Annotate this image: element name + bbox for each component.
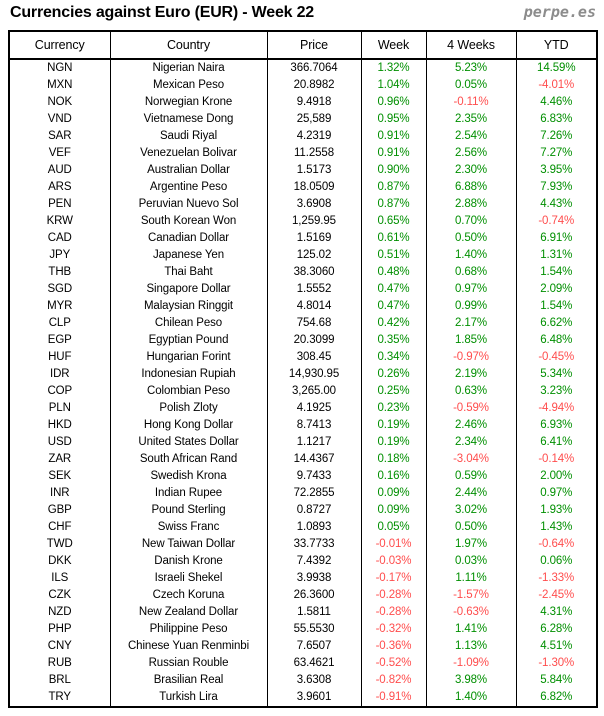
week-change-cell: -0.01% [361, 536, 426, 553]
country-cell: Polish Zloty [110, 400, 267, 417]
currency-code-cell: TWD [9, 536, 110, 553]
ytd-change-cell: 1.93% [516, 502, 597, 519]
price-cell: 3.6308 [267, 672, 361, 689]
table-row [9, 366, 597, 383]
currency-code-cell: COP [9, 383, 110, 400]
ytd-change-cell: 0.06% [516, 553, 597, 570]
price-cell: 3.9938 [267, 570, 361, 587]
country-cell: Chinese Yuan Renminbi [110, 638, 267, 655]
price-cell: 14,930.95 [267, 366, 361, 383]
column-header-currency: Currency [9, 31, 110, 59]
currency-code-cell: CAD [9, 230, 110, 247]
table-row [9, 111, 597, 128]
currency-code-cell: USD [9, 434, 110, 451]
table-row [9, 281, 597, 298]
week-change-cell: -0.91% [361, 689, 426, 707]
four-weeks-change-cell: 1.41% [426, 621, 516, 638]
country-cell: Russian Rouble [110, 655, 267, 672]
week-change-cell: 0.09% [361, 502, 426, 519]
column-header-4-weeks: 4 Weeks [426, 31, 516, 59]
four-weeks-change-cell: 2.56% [426, 145, 516, 162]
currency-code-cell: DKK [9, 553, 110, 570]
table-header [9, 31, 597, 59]
table-row [9, 468, 597, 485]
ytd-change-cell: -0.45% [516, 349, 597, 366]
four-weeks-change-cell: 2.54% [426, 128, 516, 145]
week-change-cell: 0.47% [361, 298, 426, 315]
country-cell: South African Rand [110, 451, 267, 468]
ytd-change-cell: 6.83% [516, 111, 597, 128]
country-cell: Czech Koruna [110, 587, 267, 604]
table-row [9, 502, 597, 519]
country-cell: Swedish Krona [110, 468, 267, 485]
price-cell: 14.4367 [267, 451, 361, 468]
ytd-change-cell: 4.51% [516, 638, 597, 655]
table-row [9, 536, 597, 553]
price-cell: 1.0893 [267, 519, 361, 536]
currency-code-cell: THB [9, 264, 110, 281]
table-row [9, 230, 597, 247]
currency-code-cell: RUB [9, 655, 110, 672]
currency-code-cell: NZD [9, 604, 110, 621]
four-weeks-change-cell: 0.97% [426, 281, 516, 298]
week-change-cell: 0.90% [361, 162, 426, 179]
week-change-cell: 0.23% [361, 400, 426, 417]
four-weeks-change-cell: 0.70% [426, 213, 516, 230]
week-change-cell: 0.91% [361, 128, 426, 145]
four-weeks-change-cell: 2.46% [426, 417, 516, 434]
week-change-cell: 0.48% [361, 264, 426, 281]
currency-code-cell: PEN [9, 196, 110, 213]
price-cell: 26.3600 [267, 587, 361, 604]
four-weeks-change-cell: -0.63% [426, 604, 516, 621]
ytd-change-cell: -0.64% [516, 536, 597, 553]
week-change-cell: 0.42% [361, 315, 426, 332]
country-cell: Malaysian Ringgit [110, 298, 267, 315]
four-weeks-change-cell: 2.44% [426, 485, 516, 502]
country-cell: United States Dollar [110, 434, 267, 451]
currency-code-cell: HUF [9, 349, 110, 366]
four-weeks-change-cell: 0.99% [426, 298, 516, 315]
ytd-change-cell: -4.01% [516, 77, 597, 94]
price-cell: 55.5530 [267, 621, 361, 638]
ytd-change-cell: -1.33% [516, 570, 597, 587]
currency-code-cell: HKD [9, 417, 110, 434]
four-weeks-change-cell: 3.02% [426, 502, 516, 519]
table-row [9, 519, 597, 536]
table-row [9, 485, 597, 502]
ytd-change-cell: -1.30% [516, 655, 597, 672]
country-cell: Venezuelan Bolivar [110, 145, 267, 162]
ytd-change-cell: 1.31% [516, 247, 597, 264]
currency-code-cell: BRL [9, 672, 110, 689]
currency-code-cell: EGP [9, 332, 110, 349]
currency-code-cell: TRY [9, 689, 110, 707]
four-weeks-change-cell: 0.59% [426, 468, 516, 485]
price-cell: 63.4621 [267, 655, 361, 672]
country-cell: Hungarian Forint [110, 349, 267, 366]
ytd-change-cell: 4.43% [516, 196, 597, 213]
table-row [9, 77, 597, 94]
currency-code-cell: SEK [9, 468, 110, 485]
column-header-country: Country [110, 31, 267, 59]
four-weeks-change-cell: -0.97% [426, 349, 516, 366]
currency-code-cell: PHP [9, 621, 110, 638]
price-cell: 72.2855 [267, 485, 361, 502]
week-change-cell: -0.17% [361, 570, 426, 587]
country-cell: Danish Krone [110, 553, 267, 570]
table-row [9, 128, 597, 145]
ytd-change-cell: 6.93% [516, 417, 597, 434]
week-change-cell: 0.47% [361, 281, 426, 298]
country-cell: Saudi Riyal [110, 128, 267, 145]
four-weeks-change-cell: 5.23% [426, 59, 516, 77]
currency-code-cell: MXN [9, 77, 110, 94]
ytd-change-cell: 7.93% [516, 179, 597, 196]
price-cell: 1.5811 [267, 604, 361, 621]
country-cell: Israeli Shekel [110, 570, 267, 587]
ytd-change-cell: 5.34% [516, 366, 597, 383]
four-weeks-change-cell: -1.57% [426, 587, 516, 604]
week-change-cell: 0.96% [361, 94, 426, 111]
table-row [9, 264, 597, 281]
ytd-change-cell: -4.94% [516, 400, 597, 417]
ytd-change-cell: 14.59% [516, 59, 597, 77]
four-weeks-change-cell: 1.13% [426, 638, 516, 655]
ytd-change-cell: 6.82% [516, 689, 597, 707]
country-cell: Peruvian Nuevo Sol [110, 196, 267, 213]
week-change-cell: 1.04% [361, 77, 426, 94]
ytd-change-cell: 6.91% [516, 230, 597, 247]
table-row [9, 298, 597, 315]
four-weeks-change-cell: 1.11% [426, 570, 516, 587]
week-change-cell: -0.32% [361, 621, 426, 638]
currency-code-cell: PLN [9, 400, 110, 417]
four-weeks-change-cell: 0.50% [426, 519, 516, 536]
four-weeks-change-cell: 2.17% [426, 315, 516, 332]
week-change-cell: 0.05% [361, 519, 426, 536]
table-row [9, 672, 597, 689]
week-change-cell: 0.19% [361, 434, 426, 451]
currency-code-cell: AUD [9, 162, 110, 179]
table-row [9, 247, 597, 264]
ytd-change-cell: -0.74% [516, 213, 597, 230]
column-header-week: Week [361, 31, 426, 59]
four-weeks-change-cell: 0.68% [426, 264, 516, 281]
titlebar [10, 3, 596, 22]
week-change-cell: 0.95% [361, 111, 426, 128]
currency-code-cell: CZK [9, 587, 110, 604]
price-cell: 18.0509 [267, 179, 361, 196]
table-header-row [9, 31, 597, 59]
country-cell: Egyptian Pound [110, 332, 267, 349]
country-cell: Swiss Franc [110, 519, 267, 536]
four-weeks-change-cell: 0.03% [426, 553, 516, 570]
ytd-change-cell: 6.48% [516, 332, 597, 349]
table-row [9, 162, 597, 179]
country-cell: Pound Sterling [110, 502, 267, 519]
ytd-change-cell: 6.41% [516, 434, 597, 451]
table-row [9, 604, 597, 621]
week-change-cell: 0.87% [361, 196, 426, 213]
price-cell: 11.2558 [267, 145, 361, 162]
country-cell: Singapore Dollar [110, 281, 267, 298]
four-weeks-change-cell: 1.97% [426, 536, 516, 553]
week-change-cell: 1.32% [361, 59, 426, 77]
ytd-change-cell: 2.00% [516, 468, 597, 485]
country-cell: Indian Rupee [110, 485, 267, 502]
week-change-cell: 0.61% [361, 230, 426, 247]
ytd-change-cell: 4.46% [516, 94, 597, 111]
currency-code-cell: VEF [9, 145, 110, 162]
price-cell: 25,589 [267, 111, 361, 128]
country-cell: Mexican Peso [110, 77, 267, 94]
price-cell: 1.5173 [267, 162, 361, 179]
country-cell: Argentine Peso [110, 179, 267, 196]
table-row [9, 655, 597, 672]
week-change-cell: 0.19% [361, 417, 426, 434]
four-weeks-change-cell: 1.40% [426, 247, 516, 264]
country-cell: Thai Baht [110, 264, 267, 281]
country-cell: Canadian Dollar [110, 230, 267, 247]
week-change-cell: -0.52% [361, 655, 426, 672]
week-change-cell: 0.09% [361, 485, 426, 502]
price-cell: 4.2319 [267, 128, 361, 145]
table-row [9, 400, 597, 417]
price-cell: 20.8982 [267, 77, 361, 94]
ytd-change-cell: 3.23% [516, 383, 597, 400]
country-cell: South Korean Won [110, 213, 267, 230]
currency-table [8, 30, 598, 708]
price-cell: 3.9601 [267, 689, 361, 707]
price-cell: 4.1925 [267, 400, 361, 417]
country-cell: Brasilian Real [110, 672, 267, 689]
price-cell: 1.5552 [267, 281, 361, 298]
currency-code-cell: ZAR [9, 451, 110, 468]
table-row [9, 196, 597, 213]
ytd-change-cell: 7.26% [516, 128, 597, 145]
four-weeks-change-cell: 0.63% [426, 383, 516, 400]
country-cell: Norwegian Krone [110, 94, 267, 111]
country-cell: Vietnamese Dong [110, 111, 267, 128]
four-weeks-change-cell: 2.34% [426, 434, 516, 451]
table-body [9, 59, 597, 707]
currency-code-cell: VND [9, 111, 110, 128]
price-cell: 9.4918 [267, 94, 361, 111]
price-cell: 366.7064 [267, 59, 361, 77]
price-cell: 9.7433 [267, 468, 361, 485]
table-row [9, 570, 597, 587]
week-change-cell: 0.87% [361, 179, 426, 196]
country-cell: Philippine Peso [110, 621, 267, 638]
four-weeks-change-cell: 1.40% [426, 689, 516, 707]
country-cell: New Zealand Dollar [110, 604, 267, 621]
week-change-cell: -0.36% [361, 638, 426, 655]
country-cell: Chilean Peso [110, 315, 267, 332]
table-row [9, 349, 597, 366]
four-weeks-change-cell: 0.05% [426, 77, 516, 94]
currency-code-cell: CLP [9, 315, 110, 332]
price-cell: 1.1217 [267, 434, 361, 451]
ytd-change-cell: 5.84% [516, 672, 597, 689]
currency-code-cell: ILS [9, 570, 110, 587]
country-cell: Nigerian Naira [110, 59, 267, 77]
ytd-change-cell: 3.95% [516, 162, 597, 179]
ytd-change-cell: -0.14% [516, 451, 597, 468]
table-row [9, 434, 597, 451]
ytd-change-cell: 1.43% [516, 519, 597, 536]
table-row [9, 179, 597, 196]
four-weeks-change-cell: 2.30% [426, 162, 516, 179]
price-cell: 38.3060 [267, 264, 361, 281]
currency-code-cell: SGD [9, 281, 110, 298]
price-cell: 4.8014 [267, 298, 361, 315]
four-weeks-change-cell: 1.85% [426, 332, 516, 349]
table-row [9, 417, 597, 434]
ytd-change-cell: 1.54% [516, 264, 597, 281]
currency-code-cell: GBP [9, 502, 110, 519]
country-cell: New Taiwan Dollar [110, 536, 267, 553]
table-row [9, 94, 597, 111]
four-weeks-change-cell: -0.11% [426, 94, 516, 111]
week-change-cell: 0.18% [361, 451, 426, 468]
four-weeks-change-cell: -0.59% [426, 400, 516, 417]
ytd-change-cell: 1.54% [516, 298, 597, 315]
ytd-change-cell: 6.28% [516, 621, 597, 638]
week-change-cell: -0.03% [361, 553, 426, 570]
four-weeks-change-cell: 0.50% [426, 230, 516, 247]
week-change-cell: -0.28% [361, 587, 426, 604]
currency-code-cell: SAR [9, 128, 110, 145]
currency-code-cell: CHF [9, 519, 110, 536]
week-change-cell: -0.28% [361, 604, 426, 621]
country-cell: Australian Dollar [110, 162, 267, 179]
ytd-change-cell: 4.31% [516, 604, 597, 621]
table-row [9, 638, 597, 655]
price-cell: 308.45 [267, 349, 361, 366]
week-change-cell: 0.34% [361, 349, 426, 366]
table-row [9, 315, 597, 332]
four-weeks-change-cell: 6.88% [426, 179, 516, 196]
ytd-change-cell: 6.62% [516, 315, 597, 332]
currency-code-cell: MYR [9, 298, 110, 315]
ytd-change-cell: 7.27% [516, 145, 597, 162]
four-weeks-change-cell: -1.09% [426, 655, 516, 672]
table-row [9, 689, 597, 707]
four-weeks-change-cell: 3.98% [426, 672, 516, 689]
table-row [9, 332, 597, 349]
column-header-price: Price [267, 31, 361, 59]
four-weeks-change-cell: 2.19% [426, 366, 516, 383]
price-cell: 8.7413 [267, 417, 361, 434]
week-change-cell: 0.35% [361, 332, 426, 349]
table-row [9, 383, 597, 400]
table-row [9, 451, 597, 468]
table-row [9, 587, 597, 604]
four-weeks-change-cell: 2.35% [426, 111, 516, 128]
table-row [9, 145, 597, 162]
country-cell: Turkish Lira [110, 689, 267, 707]
currency-code-cell: NGN [9, 59, 110, 77]
price-cell: 0.8727 [267, 502, 361, 519]
price-cell: 20.3099 [267, 332, 361, 349]
price-cell: 7.6507 [267, 638, 361, 655]
column-header-ytd: YTD [516, 31, 597, 59]
price-cell: 7.4392 [267, 553, 361, 570]
country-cell: Hong Kong Dollar [110, 417, 267, 434]
ytd-change-cell: 2.09% [516, 281, 597, 298]
table-row [9, 59, 597, 77]
currency-code-cell: CNY [9, 638, 110, 655]
four-weeks-change-cell: 2.88% [426, 196, 516, 213]
week-change-cell: 0.91% [361, 145, 426, 162]
price-cell: 125.02 [267, 247, 361, 264]
week-change-cell: 0.16% [361, 468, 426, 485]
page-title: Currencies against Euro (EUR) - Week 22 [10, 4, 314, 21]
currency-code-cell: INR [9, 485, 110, 502]
price-cell: 33.7733 [267, 536, 361, 553]
currency-code-cell: KRW [9, 213, 110, 230]
country-cell: Indonesian Rupiah [110, 366, 267, 383]
currency-code-cell: ARS [9, 179, 110, 196]
table-row [9, 621, 597, 638]
price-cell: 1,259.95 [267, 213, 361, 230]
currency-code-cell: JPY [9, 247, 110, 264]
country-cell: Colombian Peso [110, 383, 267, 400]
four-weeks-change-cell: -3.04% [426, 451, 516, 468]
ytd-change-cell: 0.97% [516, 485, 597, 502]
currency-code-cell: NOK [9, 94, 110, 111]
brand-logo: perpe.es [523, 3, 596, 21]
price-cell: 1.5169 [267, 230, 361, 247]
week-change-cell: 0.51% [361, 247, 426, 264]
week-change-cell: 0.25% [361, 383, 426, 400]
week-change-cell: 0.65% [361, 213, 426, 230]
week-change-cell: -0.82% [361, 672, 426, 689]
week-change-cell: 0.26% [361, 366, 426, 383]
currency-code-cell: IDR [9, 366, 110, 383]
price-cell: 754.68 [267, 315, 361, 332]
table-row [9, 213, 597, 230]
country-cell: Japanese Yen [110, 247, 267, 264]
price-cell: 3.6908 [267, 196, 361, 213]
ytd-change-cell: -2.45% [516, 587, 597, 604]
price-cell: 3,265.00 [267, 383, 361, 400]
table-row [9, 553, 597, 570]
